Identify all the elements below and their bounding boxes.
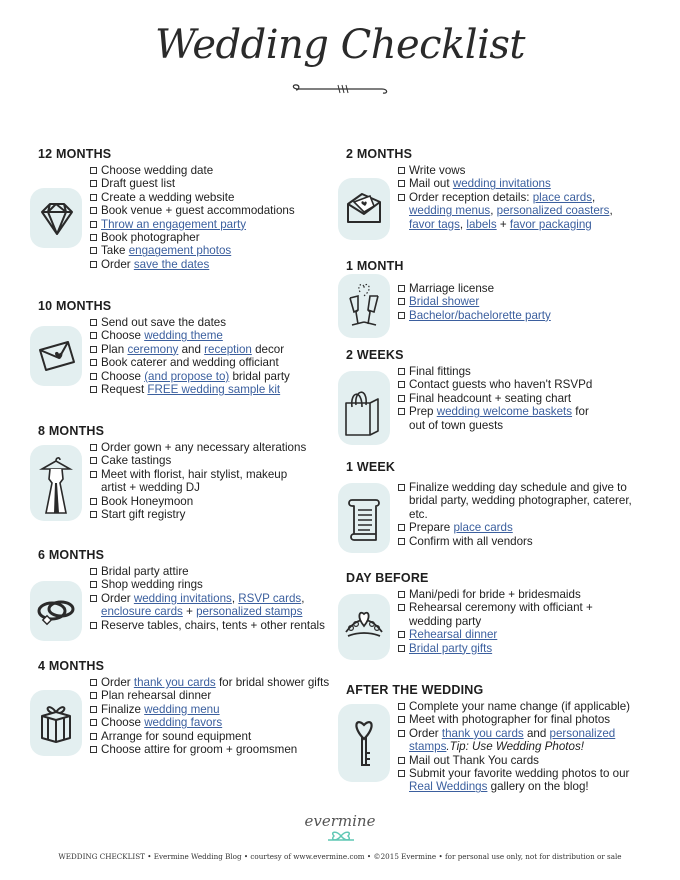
checklist-item[interactable] <box>90 191 338 204</box>
checkbox[interactable] <box>90 207 97 214</box>
checkbox[interactable] <box>90 444 97 451</box>
bachelor-party-link[interactable]: Bachelor/bachelorette party <box>409 308 551 322</box>
checkbox[interactable] <box>90 692 97 699</box>
section-heading: 8 MONTHS <box>38 424 105 438</box>
item-text: , <box>592 190 596 204</box>
item-text: Request <box>101 383 148 397</box>
item-text: Order <box>101 257 134 271</box>
checkbox[interactable] <box>90 167 97 174</box>
checklist-item[interactable] <box>90 468 301 495</box>
thank-you-cards-link[interactable]: thank you cards <box>441 726 524 740</box>
checklist-item[interactable] <box>90 356 338 369</box>
item-text: for bridal shower gifts <box>215 676 330 689</box>
item-text: Take <box>101 244 129 258</box>
wedding-favors-link[interactable]: wedding favors <box>144 716 223 730</box>
tiara-icon <box>338 594 390 660</box>
checklist-item[interactable] <box>90 441 338 454</box>
item-text: Send out save the dates <box>101 316 227 329</box>
section-heading: DAY BEFORE <box>346 571 429 585</box>
checkbox[interactable] <box>398 716 405 723</box>
checklist-item[interactable] <box>90 454 338 467</box>
section-heading: 2 WEEKS <box>346 348 404 362</box>
diamond-icon <box>30 188 82 248</box>
checkbox[interactable] <box>90 319 97 326</box>
checklist-item[interactable] <box>90 177 338 190</box>
item-text: Plan <box>101 342 128 356</box>
checkbox[interactable] <box>398 631 405 638</box>
checklist-item[interactable] <box>398 295 646 308</box>
checklist-item[interactable] <box>398 177 646 190</box>
checklist-item[interactable] <box>398 727 624 754</box>
item-text: , <box>301 591 305 605</box>
checklist-item[interactable] <box>90 218 338 231</box>
champagne-glasses-icon <box>338 274 390 338</box>
place-cards-link[interactable]: place cards <box>532 190 593 204</box>
checklist-item[interactable] <box>90 258 338 271</box>
checklist-item[interactable] <box>398 309 646 322</box>
checklist-item[interactable] <box>398 481 637 521</box>
item-text: Final headcount + seating chart <box>409 391 572 405</box>
wedding-gown-icon <box>30 445 82 521</box>
checklist-item[interactable] <box>90 164 338 177</box>
item-text: Bridal party attire <box>101 565 189 578</box>
wedding-invitations-link[interactable]: wedding invitations <box>133 591 232 605</box>
section-heading: 10 MONTHS <box>38 299 112 313</box>
bridal-party-gifts-link[interactable]: Bridal party gifts <box>409 641 493 655</box>
checkbox[interactable] <box>398 645 405 652</box>
enclosure-cards-link[interactable]: enclosure cards <box>101 605 183 619</box>
checkbox[interactable] <box>398 538 405 545</box>
checklist-item[interactable] <box>398 535 646 548</box>
evermine-logo: evermine <box>304 812 376 830</box>
item-text: , <box>231 591 239 605</box>
checklist-item[interactable] <box>90 676 338 689</box>
checkbox[interactable] <box>90 706 97 713</box>
item-text: for out of town guests <box>409 405 589 432</box>
checkbox[interactable] <box>398 484 405 491</box>
real-weddings-link[interactable]: Real Weddings <box>409 780 488 794</box>
checkbox[interactable] <box>398 408 405 415</box>
checkbox[interactable] <box>398 703 405 710</box>
open-envelope-icon <box>338 178 390 240</box>
item-text: Order reception details: <box>409 190 533 204</box>
checkbox[interactable] <box>398 381 405 388</box>
checkbox[interactable] <box>398 770 405 777</box>
checklist-item[interactable] <box>90 508 338 521</box>
save-the-dates-link[interactable]: save the dates <box>133 257 210 271</box>
checklist-item[interactable] <box>398 642 646 655</box>
checklist-item[interactable] <box>90 231 338 244</box>
checkbox[interactable] <box>90 234 97 241</box>
item-text: Marriage license <box>409 282 495 295</box>
bridal-shower-link[interactable]: Bridal shower <box>409 295 480 309</box>
reception-link[interactable]: reception <box>204 342 252 356</box>
checkbox[interactable] <box>398 604 405 611</box>
item-text: decor <box>251 342 285 356</box>
right-column <box>346 146 646 794</box>
checkbox[interactable] <box>90 719 97 726</box>
shopping-bag-icon <box>338 371 390 445</box>
item-text: Write vows <box>409 164 466 177</box>
heart-key-icon <box>338 704 390 782</box>
checklist-item[interactable] <box>90 578 338 591</box>
personalized-coasters-link[interactable]: personalized coasters <box>496 204 610 218</box>
checkbox[interactable] <box>90 332 97 339</box>
item-text: , <box>459 217 467 231</box>
labels-link[interactable]: labels <box>466 217 497 231</box>
section-heading: 1 WEEK <box>346 460 396 474</box>
checklist-item[interactable] <box>90 383 338 396</box>
checkbox[interactable] <box>398 524 405 531</box>
checklist-item[interactable] <box>398 282 646 295</box>
checklist-item[interactable] <box>90 370 338 383</box>
item-text: , <box>490 204 497 218</box>
item-text: and <box>178 342 205 356</box>
checkbox[interactable] <box>90 221 97 228</box>
tip-text: .Tip: Use Wedding Photos! <box>446 740 584 754</box>
checklist-item[interactable] <box>90 316 338 329</box>
personalized-stamps-link[interactable]: personalized stamps <box>196 605 303 619</box>
personalized-stamps-link[interactable]: personalized stamps <box>409 726 616 754</box>
checklist-item[interactable] <box>398 164 646 177</box>
rsvp-cards-link[interactable]: RSVP cards <box>238 591 302 605</box>
checklist-item[interactable] <box>398 405 599 432</box>
checkbox[interactable] <box>398 180 405 187</box>
engagement-party-link[interactable]: Throw an engagement party <box>101 217 247 231</box>
checklist-item[interactable] <box>90 619 338 632</box>
item-text: Rehearsal ceremony with officiant + wedding party <box>409 601 593 628</box>
wedding-rings-icon <box>30 581 82 641</box>
engagement-photos-link[interactable]: engagement photos <box>128 244 232 258</box>
item-text: Choose <box>101 369 145 383</box>
item-text: Order gown + any necessary alterations <box>101 441 307 454</box>
checklist-item[interactable] <box>90 244 338 257</box>
section-1-month <box>346 258 646 347</box>
item-text: Book Honeymoon <box>101 494 194 508</box>
checkbox[interactable] <box>90 733 97 740</box>
item-text: gallery on the blog! <box>487 780 589 794</box>
checklist-item[interactable] <box>90 329 338 342</box>
scroll-icon <box>338 483 390 553</box>
checkbox[interactable] <box>398 194 405 201</box>
checklist-item[interactable] <box>90 730 338 743</box>
favor-tags-link[interactable]: favor tags <box>409 217 460 231</box>
checkbox[interactable] <box>90 457 97 464</box>
item-text: Mani/pedi for bride + bridesmaids <box>409 588 581 601</box>
checklist-item[interactable] <box>398 700 646 713</box>
bow-icon <box>326 830 356 842</box>
checkbox[interactable] <box>398 368 405 375</box>
welcome-baskets-link[interactable]: wedding welcome baskets <box>436 405 573 419</box>
section-heading: AFTER THE WEDDING <box>346 683 484 697</box>
item-text: Plan rehearsal dinner <box>101 689 212 703</box>
item-text: Start gift registry <box>101 508 186 522</box>
footer-text: WEDDING CHECKLIST • Evermine Wedding Blog • courtesy of www.evermine.com • ©2015 Evermine • for personal use only, not for distribution or sale <box>58 852 622 861</box>
checkbox[interactable] <box>90 568 97 575</box>
checklist-item[interactable] <box>90 592 316 619</box>
section-8-months <box>38 423 338 547</box>
section-heading: 4 MONTHS <box>38 659 105 673</box>
thank-you-cards-link[interactable]: thank you cards <box>133 676 216 689</box>
section-heading: 6 MONTHS <box>38 548 105 562</box>
item-text: Prepare <box>409 521 454 535</box>
checkbox[interactable] <box>90 622 97 629</box>
checklist-item[interactable] <box>90 743 338 756</box>
checkbox[interactable] <box>90 194 97 201</box>
checklist-item[interactable] <box>398 601 594 628</box>
checkbox[interactable] <box>90 386 97 393</box>
checkbox[interactable] <box>90 261 97 268</box>
item-text: Mail out Thank You cards <box>409 753 539 767</box>
checklist-item[interactable] <box>398 191 624 231</box>
item-text: Meet with photographer for final photos <box>409 713 611 727</box>
item-text: Meet with florist, hair stylist, makeup artist + wedding DJ <box>101 467 288 495</box>
checkbox[interactable] <box>90 359 97 366</box>
checkbox[interactable] <box>90 679 97 686</box>
section-heading: 1 MONTH <box>346 259 404 273</box>
item-text: Book venue + guest accommodations <box>101 204 295 218</box>
sample-kit-link[interactable]: FREE wedding sample kit <box>147 383 281 397</box>
flourish-divider-icon <box>290 82 390 96</box>
item-text: Complete your name change (if applicable) <box>409 700 631 713</box>
left-column <box>38 146 338 756</box>
item-text: Draft guest list <box>101 177 176 191</box>
item-text: Submit your favorite wedding photos to our <box>409 767 630 781</box>
wedding-theme-link[interactable]: wedding theme <box>144 329 223 343</box>
page-title: Wedding Checklist <box>155 22 525 68</box>
section-day-before <box>346 570 646 682</box>
checkbox[interactable] <box>398 312 405 319</box>
checkbox[interactable] <box>90 373 97 380</box>
wedding-menus-link[interactable]: wedding menus <box>409 204 491 218</box>
item-text: Choose wedding date <box>101 164 214 177</box>
checkbox[interactable] <box>90 746 97 753</box>
section-heading: 2 MONTHS <box>346 147 413 161</box>
item-text: Confirm with all vendors <box>409 534 533 548</box>
checkbox[interactable] <box>398 167 405 174</box>
item-text: Choose <box>101 329 145 343</box>
item-text: and <box>523 726 550 740</box>
item-text: bridal party <box>229 369 290 383</box>
checklist-item[interactable] <box>398 521 646 534</box>
checklist-item[interactable] <box>90 495 338 508</box>
item-text: Order <box>409 726 442 740</box>
checklist-item[interactable] <box>90 716 338 729</box>
checkbox[interactable] <box>90 471 97 478</box>
item-text: + <box>496 217 510 231</box>
checkbox[interactable] <box>90 247 97 254</box>
section-10-months <box>38 298 338 423</box>
checkbox[interactable] <box>398 285 405 292</box>
propose-link[interactable]: (and propose to) <box>144 369 230 383</box>
section-12-months <box>38 146 338 298</box>
section-2-months <box>346 146 646 258</box>
checkbox[interactable] <box>398 757 405 764</box>
section-1-week <box>346 459 646 570</box>
section-4-months <box>38 658 338 756</box>
envelope-heart-icon <box>30 326 82 386</box>
checkbox[interactable] <box>90 595 97 602</box>
item-text: Cake tastings <box>101 454 172 468</box>
checklist-item[interactable] <box>90 689 338 702</box>
checklist-item[interactable] <box>90 204 338 217</box>
checklist-item[interactable] <box>398 754 646 767</box>
checkbox[interactable] <box>90 180 97 187</box>
wedding-menu-link[interactable]: wedding menu <box>144 702 220 716</box>
favor-packaging-link[interactable]: favor packaging <box>509 217 592 231</box>
checkbox[interactable] <box>90 346 97 353</box>
checkbox[interactable] <box>90 581 97 588</box>
checkbox[interactable] <box>398 395 405 402</box>
place-cards-link[interactable]: place cards <box>453 521 513 535</box>
item-text: Reserve tables, chairs, tents + other rentals <box>101 618 325 632</box>
item-text: Arrange for sound equipment <box>101 729 252 743</box>
checklist-item[interactable] <box>90 343 338 356</box>
item-text: Shop wedding rings <box>101 578 203 592</box>
checklist-item[interactable] <box>398 588 646 601</box>
checkbox[interactable] <box>398 591 405 598</box>
section-after-the-wedding <box>346 682 646 794</box>
section-2-weeks <box>346 347 646 459</box>
item-text: Final fittings <box>409 365 471 378</box>
item-text: Contact guests who haven't RSVPd <box>409 378 593 392</box>
item-text: Order <box>101 591 134 605</box>
item-text: + <box>182 605 197 619</box>
checkbox[interactable] <box>90 511 97 518</box>
checklist-item[interactable] <box>398 767 637 794</box>
checkbox[interactable] <box>398 298 405 305</box>
ceremony-link[interactable]: ceremony <box>127 342 179 356</box>
item-text: Order <box>101 676 134 689</box>
gift-box-icon <box>30 690 82 756</box>
rehearsal-dinner-link[interactable]: Rehearsal dinner <box>409 628 498 642</box>
item-text: Book photographer <box>101 231 200 245</box>
item-text: Finalize <box>101 702 145 716</box>
checkbox[interactable] <box>90 498 97 505</box>
item-text: Choose <box>101 716 145 730</box>
item-text: Mail out <box>409 177 453 191</box>
wedding-invitations-link[interactable]: wedding invitations <box>452 177 551 191</box>
checkbox[interactable] <box>398 730 405 737</box>
item-text: Create a wedding website <box>101 190 235 204</box>
section-heading: 12 MONTHS <box>38 147 112 161</box>
item-text: Finalize wedding day schedule and give to bridal party, wedding photographer, caterer, etc. <box>409 481 632 521</box>
checklist-item[interactable] <box>398 365 646 378</box>
item-text: Book caterer and wedding officiant <box>101 356 279 370</box>
checklist-item[interactable] <box>398 628 646 641</box>
checklist-item[interactable] <box>398 378 646 391</box>
checklist-item[interactable] <box>90 565 338 578</box>
section-6-months <box>38 547 338 658</box>
item-text: , <box>609 204 613 218</box>
item-text: Prep <box>409 405 437 419</box>
item-text: Choose attire for groom + groomsmen <box>101 743 298 757</box>
checklist-item[interactable] <box>398 392 646 405</box>
checklist-item[interactable] <box>90 703 338 716</box>
checklist-item[interactable] <box>398 713 646 726</box>
